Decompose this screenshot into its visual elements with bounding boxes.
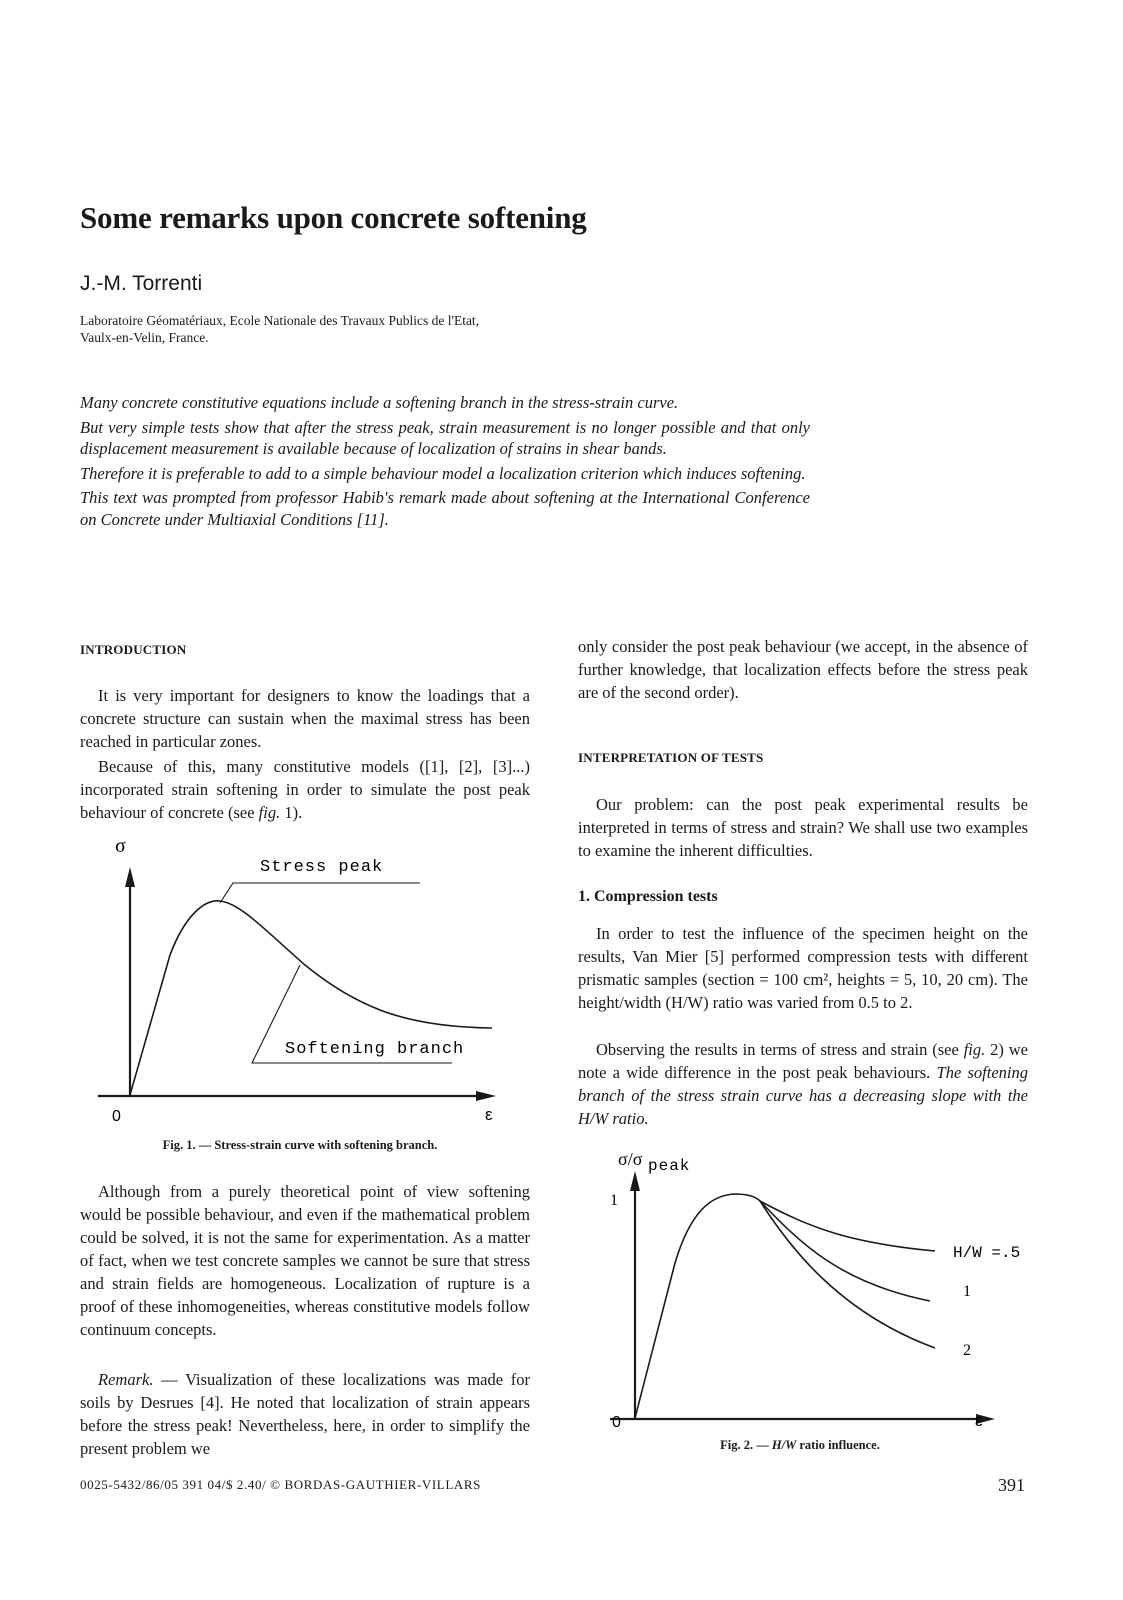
section-heading-introduction: INTRODUCTION	[80, 642, 187, 657]
affiliation-line: Laboratoire Géomatériaux, Ecole Nationale des Travaux Publics de l'Etat,	[80, 313, 480, 328]
intro-paragraph-2	[80, 755, 530, 824]
curve-hw-0-5	[760, 1201, 935, 1251]
remark-label: Remark.	[98, 1370, 154, 1389]
compression-paragraph-1	[578, 922, 1028, 1014]
abstract-paragraph: This text was prompted from professor Habib's remark made about softening at the International Conference on Concrete under Multiaxial Conditions [11].	[80, 488, 810, 529]
left-paragraph-remark	[80, 1368, 530, 1460]
y-axis-symbol: σ	[115, 835, 126, 857]
intro-paragraph-1	[80, 684, 530, 753]
caption-text: ratio influence.	[796, 1438, 880, 1452]
stress-strain-curve	[130, 901, 492, 1095]
paragraph-text: 2) we note a wide difference in the post peak behaviours.	[578, 1040, 1028, 1082]
y-axis-subscript: peak	[648, 1157, 691, 1175]
figure-1-stress-strain	[80, 835, 520, 1135]
caption-italic-text: H/W	[771, 1438, 797, 1452]
affiliation	[80, 312, 640, 346]
paragraph-text: In order to test the influence of the specimen height on the results, Van Mier [5] performed compression tests with different prismatic samples (section = 100 cm², heights = 5, 10, 20 cm). The height/width (H/W) ratio was varied from 0.5 to 2.	[578, 924, 1028, 1012]
left-paragraph-3	[80, 1180, 530, 1341]
peak-leader-line	[220, 883, 420, 903]
paper-title: Some remarks upon concrete softening	[80, 200, 587, 235]
page-number: 391	[998, 1475, 1025, 1495]
y-tick-one: 1	[610, 1192, 618, 1209]
abstract-paragraph: Therefore it is preferable to add to a simple behaviour model a localization criterion which induces softening.	[80, 463, 806, 483]
figure-ref: fig.	[963, 1040, 986, 1059]
paragraph-text: Although from a purely theoretical point of view softening would be possible behaviour, and even if the mathematical problem could be solved, it is not the same for experimentation. As a matter of fact, when we test concrete samples we cannot be sure that stress and strain fields are homogeneous. Localization of rupture is a proof of these inhomogeneities, whereas constitutive models follow continuum concepts.	[80, 1182, 530, 1339]
origin-label: 0	[112, 1108, 121, 1125]
common-rising-curve	[635, 1194, 760, 1418]
abstract	[80, 392, 810, 533]
paragraph-italic-text: The softening branch of the stress strain curve has a decreasing slope with the H/W ratio.	[578, 1063, 1028, 1128]
y-axis-arrow	[125, 867, 135, 887]
x-axis-arrow	[476, 1091, 496, 1101]
author-name: J.-M. Torrenti	[80, 272, 203, 295]
subsection-heading-compression: 1. Compression tests	[578, 888, 718, 905]
paragraph-text: Observing the results in terms of stress and strain (see	[596, 1040, 964, 1059]
stress-peak-label: Stress peak	[260, 858, 384, 877]
paragraph-text: only consider the post peak behaviour (we accept, in the absence of further knowledge, that localization effects before the stress peak are of the second order).	[578, 637, 1028, 702]
figure-2-hw-ratio	[590, 1143, 1040, 1433]
affiliation-line: Vaulx-en-Velin, France.	[80, 330, 209, 345]
compression-paragraph-2	[578, 1038, 1028, 1130]
paragraph-text: Because of this, many constitutive models ([1], [2], [3]...) incorporated strain softening in order to simulate the post peak behaviour of concrete (see	[80, 757, 530, 822]
figure-1-caption: Fig. 1. — Stress-strain curve with softening branch.	[162, 1138, 438, 1152]
y-axis-arrow	[630, 1171, 640, 1191]
section-heading-interpretation: INTERPRETATION OF TESTS	[578, 750, 764, 765]
y-axis-symbol: σ/σ	[618, 1149, 643, 1169]
interpretation-paragraph	[578, 793, 1028, 862]
curve-hw-1	[760, 1201, 930, 1301]
abstract-paragraph: Many concrete constitutive equations include a softening branch in the stress-strain curve.	[80, 393, 679, 412]
label-hw-1: 1	[963, 1283, 971, 1300]
label-hw-2: 2	[963, 1342, 971, 1359]
figure-2-caption	[590, 1438, 1010, 1453]
label-hw-0-5: H/W =.5	[953, 1244, 1021, 1262]
caption-text: Fig. 2. —	[720, 1438, 772, 1452]
paragraph-text: It is very important for designers to know the loadings that a concrete structure can sustain when the maximal stress has been reached in particular zones.	[80, 686, 530, 751]
figure-ref: fig.	[258, 803, 281, 822]
footer-code: 0025-5432/86/05 391 04/$ 2.40/ © BORDAS-GAUTHIER-VILLARS	[80, 1477, 481, 1492]
curve-hw-2	[760, 1201, 935, 1348]
right-paragraph-continued	[578, 635, 1028, 704]
softening-branch-label: Softening branch	[285, 1040, 465, 1059]
paragraph-text: 1).	[280, 803, 303, 822]
paragraph-text: — Visualization of these localizations was made for soils by Desrues [4]. He noted that localization of strain appears before the stress peak! Nevertheless, here, in order to simplify the present problem we	[80, 1370, 530, 1458]
abstract-paragraph: But very simple tests show that after the stress peak, strain measurement is no longer possible and that only displacement measurement is available because of localization of strains in shear bands.	[80, 417, 810, 458]
origin-label: 0	[612, 1414, 621, 1431]
paragraph-text: Our problem: can the post peak experimental results be interpreted in terms of stress and strain? We shall use two examples to examine the inherent difficulties.	[578, 795, 1028, 860]
x-axis-symbol: ε	[975, 1411, 983, 1430]
x-axis-symbol: ε	[485, 1105, 493, 1124]
